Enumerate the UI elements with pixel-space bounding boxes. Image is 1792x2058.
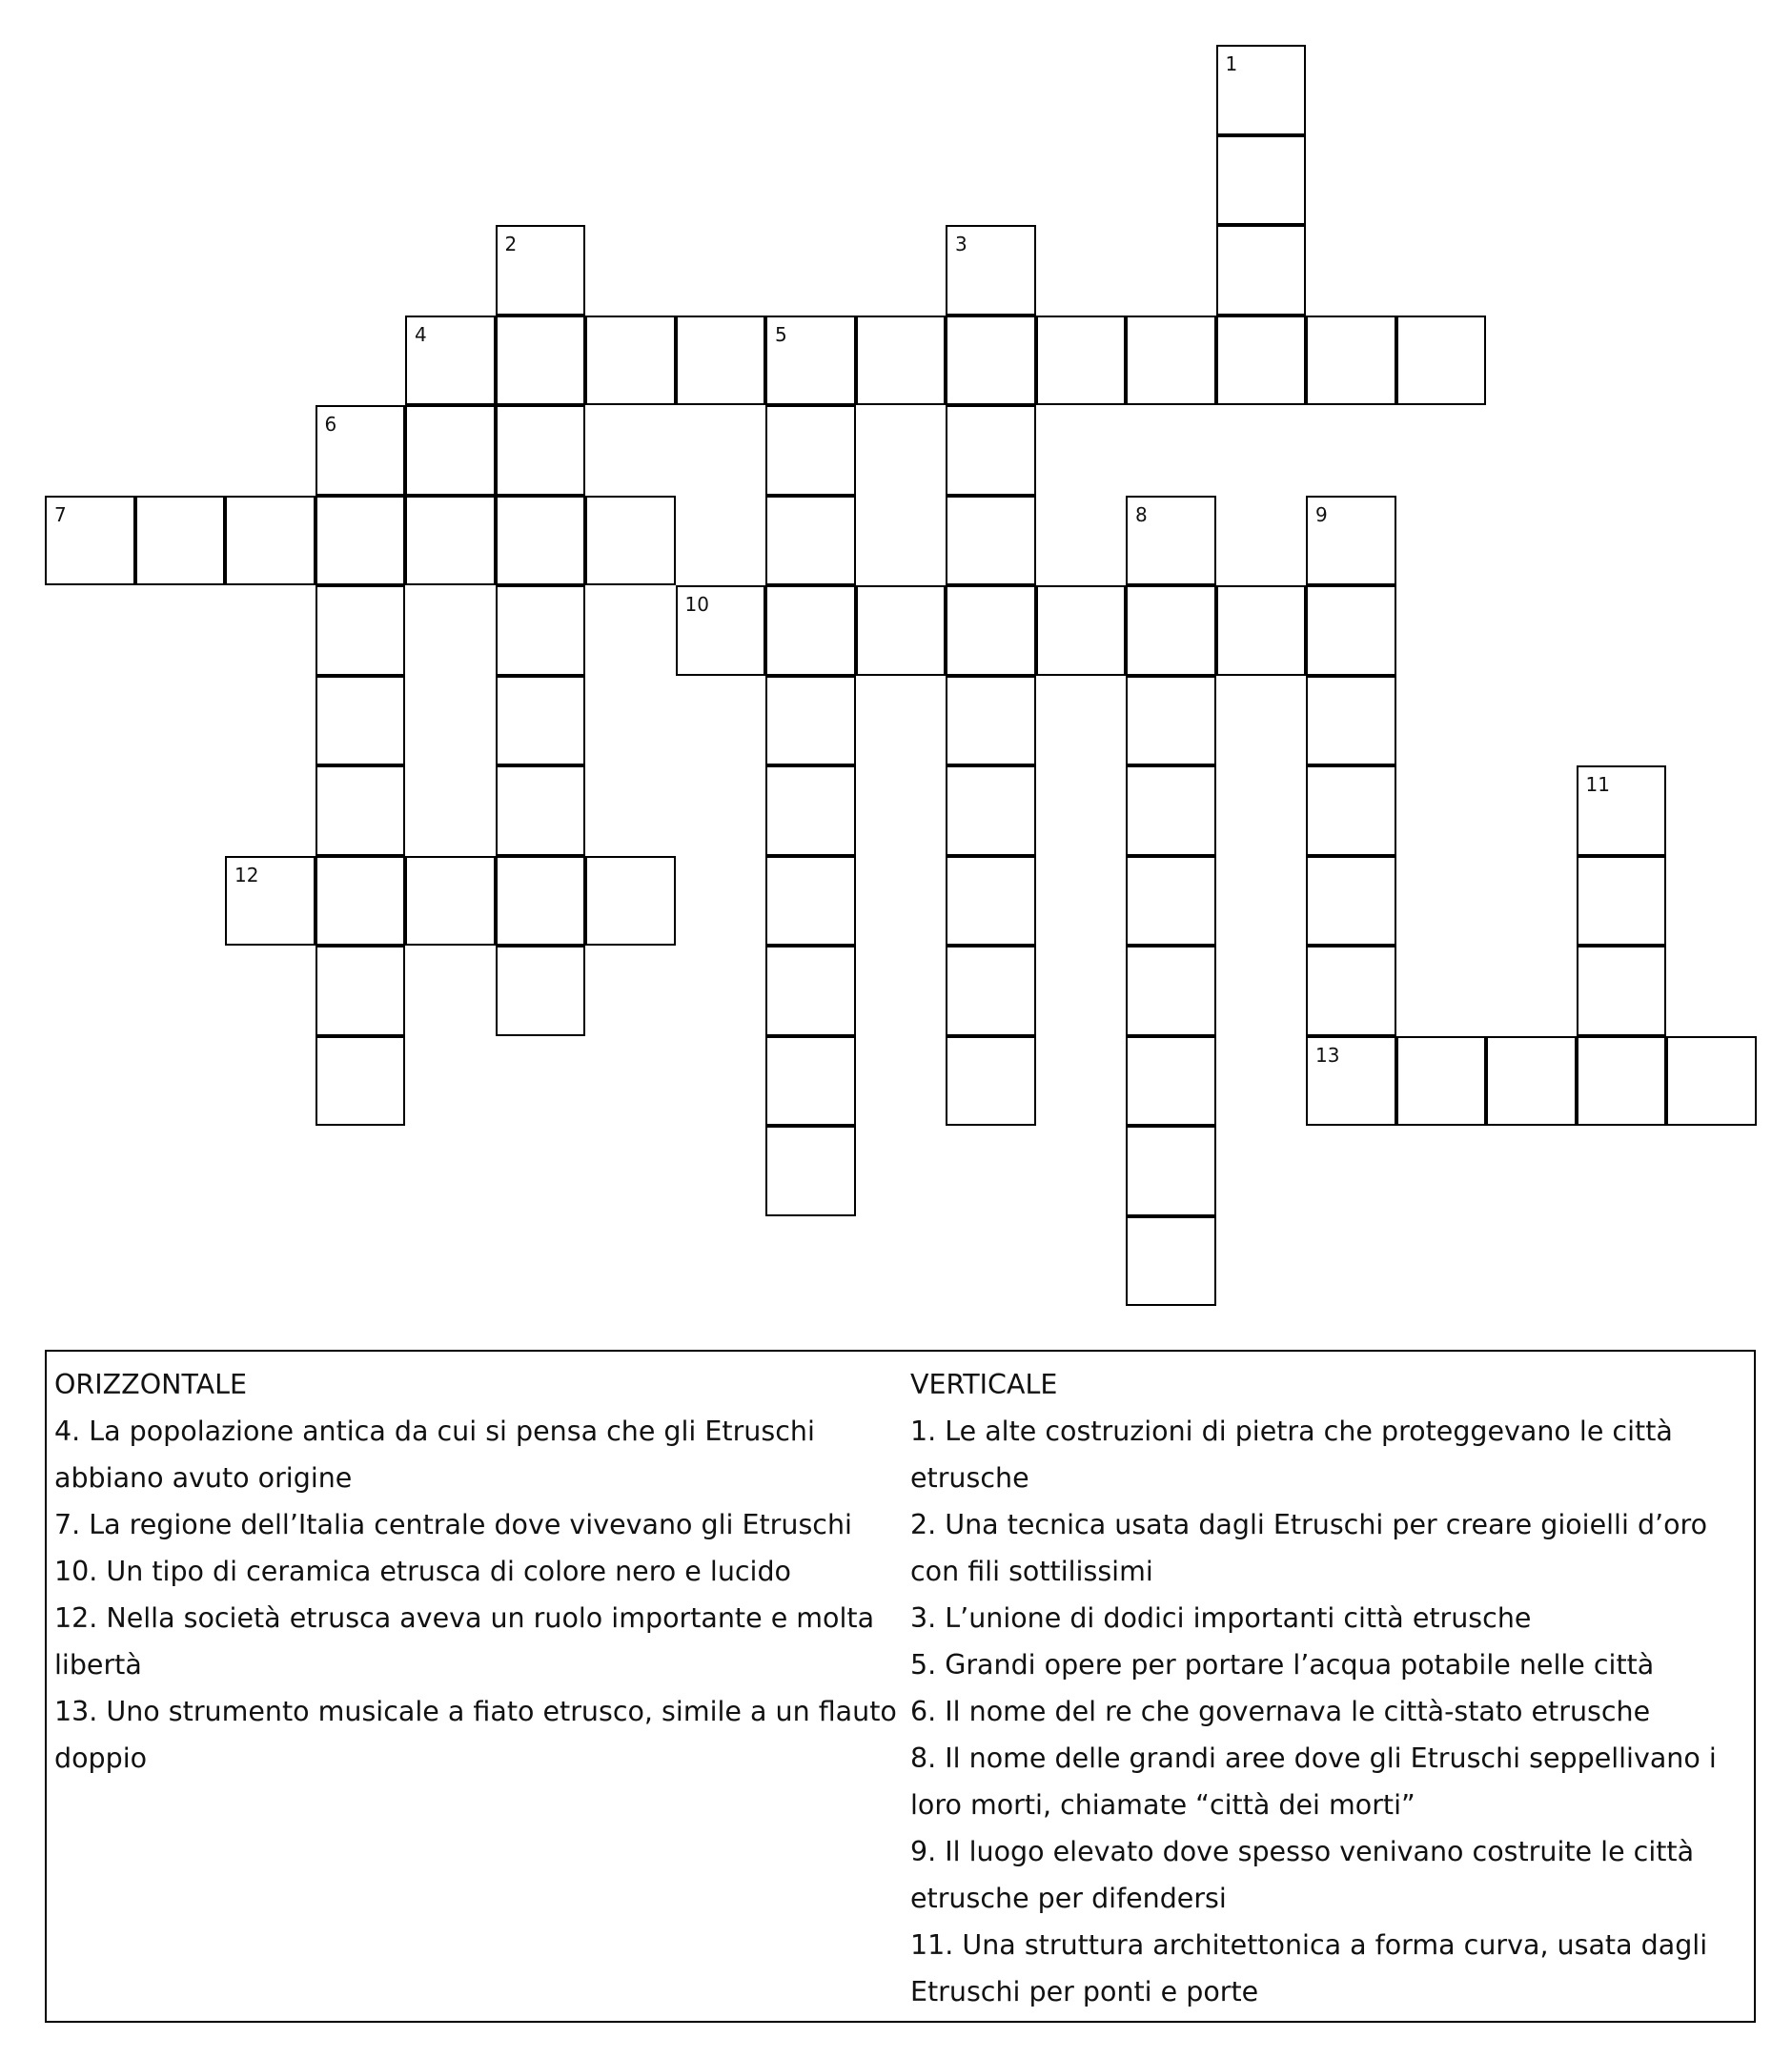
clue-number: 10	[684, 593, 709, 616]
crossword-cell[interactable]	[946, 676, 1036, 766]
crossword-cell[interactable]	[1036, 585, 1127, 676]
crossword-cell[interactable]	[1306, 585, 1396, 676]
crossword-cell[interactable]	[1126, 676, 1216, 766]
crossword-cell-10[interactable]	[676, 585, 766, 676]
crossword-cell[interactable]	[1216, 316, 1307, 406]
crossword-cell-9[interactable]	[1306, 496, 1396, 586]
crossword-cell[interactable]	[316, 496, 406, 586]
crossword-cell[interactable]	[946, 316, 1036, 406]
crossword-cell[interactable]	[1396, 1036, 1487, 1127]
crossword-cell[interactable]	[765, 856, 856, 947]
crossword-cell[interactable]	[585, 316, 676, 406]
crossword-cell[interactable]	[1126, 765, 1216, 856]
crossword-cell[interactable]	[856, 316, 947, 406]
crossword-cell[interactable]	[1126, 1216, 1216, 1307]
clue-number: 11	[1585, 773, 1610, 796]
crossword-cell[interactable]	[1216, 585, 1307, 676]
clue-number: 6	[324, 413, 337, 436]
crossword-cell[interactable]	[946, 496, 1036, 586]
down-clue-3: 3. L’unione di dodici importanti città etrusche	[910, 1602, 1532, 1634]
crossword-cell[interactable]	[765, 496, 856, 586]
crossword-cell-6[interactable]	[316, 405, 406, 496]
crossword-cell[interactable]	[676, 316, 766, 406]
crossword-cell[interactable]	[765, 1126, 856, 1216]
clue-number: 5	[775, 322, 787, 346]
down-column	[910, 1361, 1749, 2015]
crossword-cell-1[interactable]	[1216, 45, 1307, 135]
crossword-cell[interactable]	[316, 765, 406, 856]
crossword-cell[interactable]	[1306, 946, 1396, 1036]
crossword-cell-2[interactable]	[496, 225, 586, 316]
clue-number: 1	[1225, 52, 1238, 75]
across-clue-4: 4. La popolazione antica da cui si pensa che gli Etruschi abbiano avuto origine	[54, 1416, 815, 1494]
crossword-cell-12[interactable]	[225, 856, 316, 947]
crossword-cell-7[interactable]	[45, 496, 135, 586]
crossword-cell[interactable]	[765, 676, 856, 766]
crossword-cell[interactable]	[585, 856, 676, 947]
crossword-cell[interactable]	[1216, 135, 1307, 226]
clue-number: 7	[54, 502, 67, 526]
crossword-cell[interactable]	[405, 496, 496, 586]
crossword-cell[interactable]	[856, 585, 947, 676]
down-clue-8: 8. Il nome delle grandi aree dove gli Etruschi seppellivano i loro morti, chiamate “città dei morti”	[910, 1742, 1717, 1821]
crossword-cell[interactable]	[1126, 1036, 1216, 1127]
crossword-cell-11[interactable]	[1577, 765, 1667, 856]
clues-box	[45, 1350, 1756, 2023]
clue-number: 9	[1315, 502, 1328, 526]
crossword-cell[interactable]	[405, 856, 496, 947]
crossword-cell[interactable]	[496, 585, 586, 676]
down-clue-2: 2. Una tecnica usata dagli Etruschi per creare gioielli d’oro con fili sottilissimi	[910, 1509, 1708, 1587]
crossword-cell[interactable]	[1126, 1126, 1216, 1216]
clue-number: 3	[955, 233, 967, 255]
crossword-cell[interactable]	[1306, 765, 1396, 856]
crossword-cell[interactable]	[496, 676, 586, 766]
across-heading: ORIZZONTALE	[54, 1369, 248, 1400]
crossword-cell[interactable]	[1126, 585, 1216, 676]
crossword-cell[interactable]	[316, 676, 406, 766]
crossword-cell[interactable]	[496, 405, 586, 496]
down-clue-5: 5. Grandi opere per portare l’acqua potabile nelle città	[910, 1649, 1655, 1681]
crossword-cell[interactable]	[1126, 856, 1216, 947]
crossword-cell[interactable]	[765, 765, 856, 856]
clue-number: 12	[234, 863, 259, 886]
down-clue-9: 9. Il luogo elevato dove spesso venivano costruite le città etrusche per difendersi	[910, 1836, 1695, 1914]
crossword-cell[interactable]	[496, 765, 586, 856]
crossword-cell-5[interactable]	[765, 316, 856, 406]
crossword-cell[interactable]	[496, 856, 586, 947]
crossword-cell-8[interactable]	[1126, 496, 1216, 586]
across-clue-7: 7. La regione dell’Italia centrale dove vivevano gli Etruschi	[54, 1509, 852, 1540]
down-clue-11: 11. Una struttura architettonica a forma curva, usata dagli Etruschi per ponti e porte	[910, 1929, 1708, 2007]
crossword-cell-13[interactable]	[1306, 1036, 1396, 1127]
crossword-cell[interactable]	[765, 405, 856, 496]
crossword-cell[interactable]	[405, 405, 496, 496]
crossword-cell[interactable]	[225, 496, 316, 586]
crossword-cell[interactable]	[1306, 676, 1396, 766]
crossword-cell[interactable]	[765, 585, 856, 676]
crossword-cell[interactable]	[585, 496, 676, 586]
crossword-cell[interactable]	[946, 405, 1036, 496]
across-clue-13: 13. Uno strumento musicale a fiato etrusco, simile a un flauto doppio	[54, 1696, 897, 1774]
crossword-cell[interactable]	[496, 496, 586, 586]
crossword-cell[interactable]	[765, 946, 856, 1036]
clue-number: 2	[504, 233, 518, 255]
crossword-cell[interactable]	[1577, 856, 1667, 947]
down-clue-6: 6. Il nome del re che governava le città-stato etrusche	[910, 1696, 1651, 1727]
crossword-cell[interactable]	[765, 1036, 856, 1127]
crossword-cell[interactable]	[1486, 1036, 1577, 1127]
crossword-cell[interactable]	[135, 496, 226, 586]
crossword-cell[interactable]	[1216, 225, 1307, 316]
across-column	[54, 1361, 903, 1782]
crossword-cell[interactable]	[1396, 316, 1487, 406]
clue-number: 13	[1315, 1043, 1340, 1067]
crossword-cell[interactable]	[946, 585, 1036, 676]
across-clue-10: 10. Un tipo di ceramica etrusca di colore nero e lucido	[54, 1556, 791, 1587]
crossword-cell[interactable]	[946, 765, 1036, 856]
crossword-cell[interactable]	[1036, 316, 1127, 406]
clue-number: 4	[415, 322, 427, 346]
crossword-cell[interactable]	[946, 1036, 1036, 1127]
crossword-cell[interactable]	[1577, 946, 1667, 1036]
crossword-cell[interactable]	[946, 946, 1036, 1036]
crossword-cell[interactable]	[496, 316, 586, 406]
crossword-cell[interactable]	[1666, 1036, 1757, 1127]
across-clue-12: 12. Nella società etrusca aveva un ruolo importante e molta libertà	[54, 1602, 875, 1681]
crossword-cell-3[interactable]	[946, 225, 1036, 316]
crossword-cell[interactable]	[316, 946, 406, 1036]
crossword-cell[interactable]	[1306, 856, 1396, 947]
down-clue-1: 1. Le alte costruzioni di pietra che proteggevano le città etrusche	[910, 1416, 1673, 1494]
crossword-cell[interactable]	[496, 946, 586, 1036]
crossword-cell[interactable]	[1126, 316, 1216, 406]
crossword-cell-4[interactable]	[405, 316, 496, 406]
crossword-cell[interactable]	[1306, 316, 1396, 406]
crossword-cell[interactable]	[316, 1036, 406, 1127]
crossword-cell[interactable]	[316, 856, 406, 947]
down-heading: VERTICALE	[910, 1369, 1058, 1400]
crossword-cell[interactable]	[946, 856, 1036, 947]
crossword-cell[interactable]	[1577, 1036, 1667, 1127]
crossword-cell[interactable]	[1126, 946, 1216, 1036]
crossword-cell[interactable]	[316, 585, 406, 676]
clue-number: 8	[1135, 502, 1148, 526]
